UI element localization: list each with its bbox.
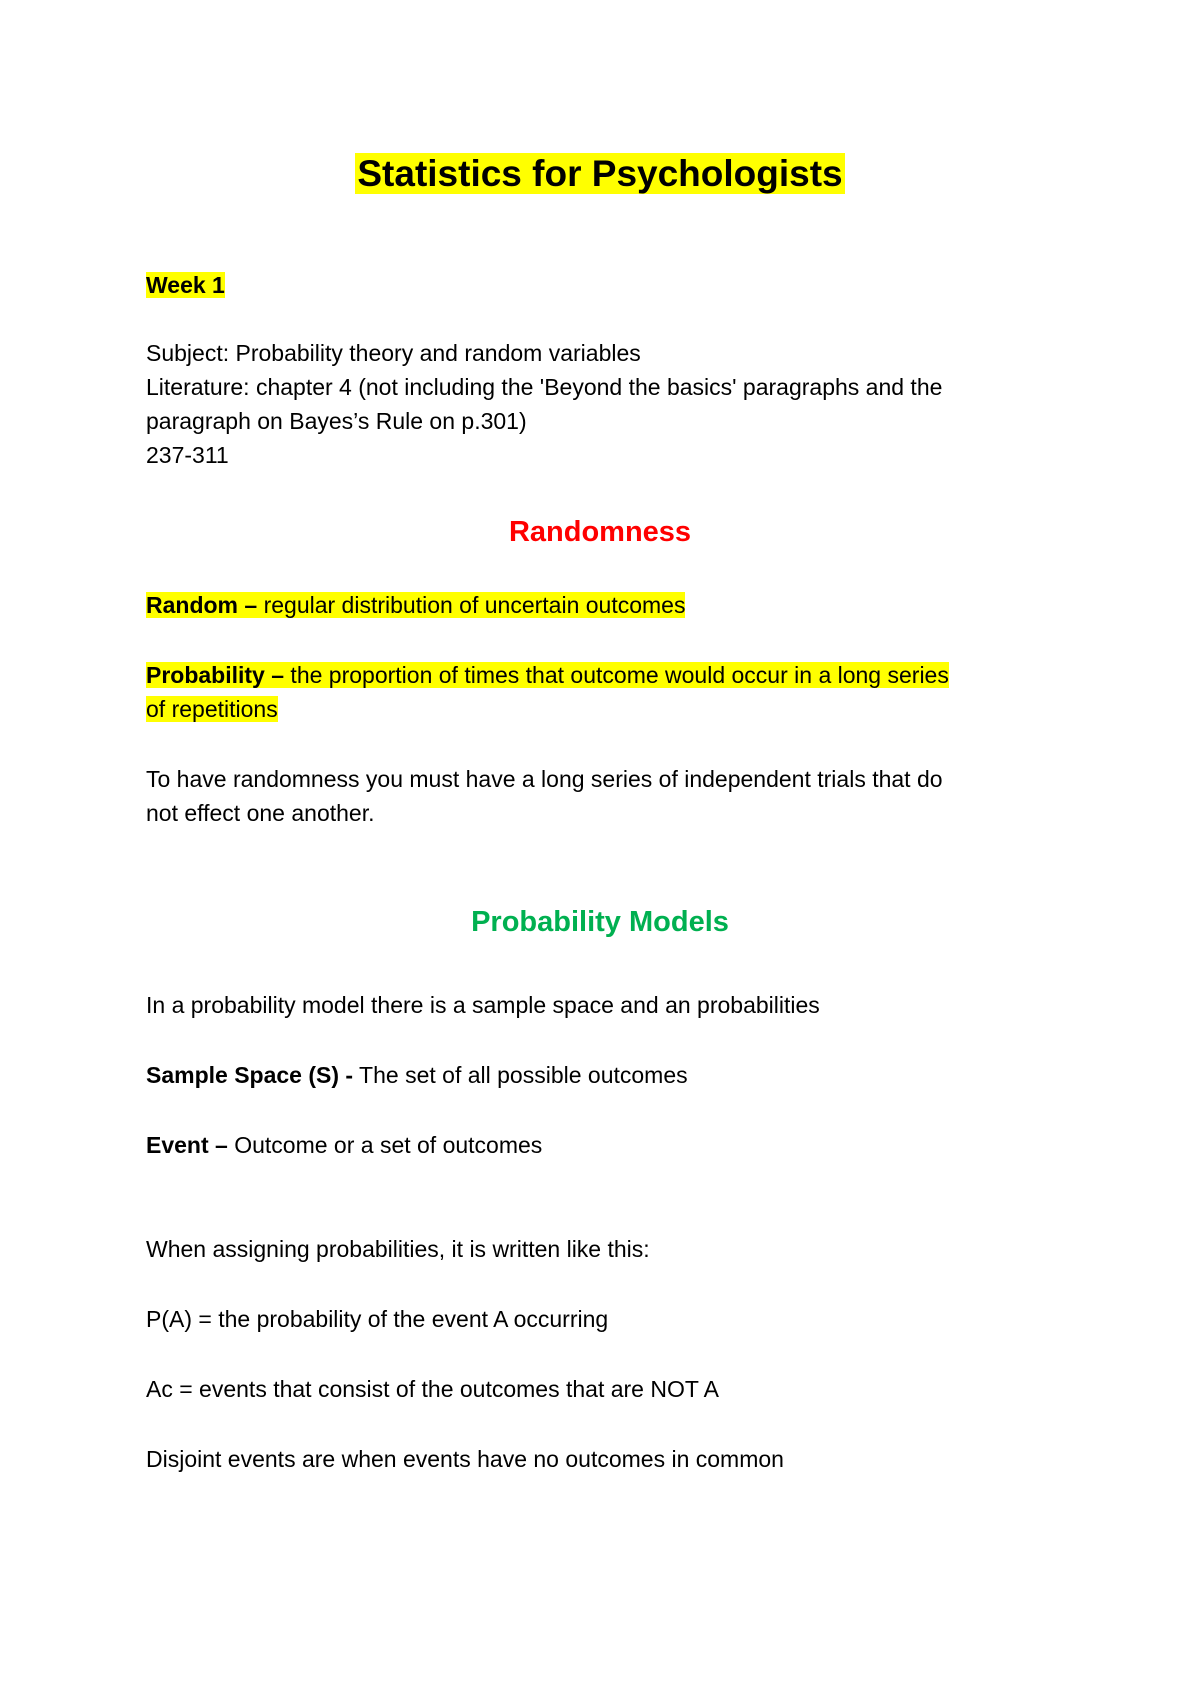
probability-models-heading: Probability Models [471, 906, 729, 938]
event-definition [146, 1128, 542, 1162]
event-def: Outcome or a set of outcomes [227, 1132, 543, 1158]
pa-line: P(A) = the probability of the event A occurring [146, 1306, 609, 1332]
week-label-text: Week 1 [146, 272, 225, 298]
sample-space-term: Sample Space (S) - [146, 1062, 354, 1088]
random-def: regular distribution of uncertain outcomes [257, 592, 686, 618]
subject-line: Subject: Probability theory and random variables [146, 340, 641, 366]
probability-definition-line-2 [146, 692, 278, 726]
literature-line-1: Literature: chapter 4 (not including the 'Beyond the basics' paragraphs and the [146, 374, 943, 400]
literature-line-2: paragraph on Bayes’s Rule on p.301) [146, 408, 527, 434]
probability-term: Probability – [146, 662, 285, 688]
randomness-heading: Randomness [508, 516, 692, 548]
random-definition [146, 588, 685, 622]
assigning-line: When assigning probabilities, it is written like this: [146, 1236, 650, 1262]
randomness-note-line-1: To have randomness you must have a long series of independent trials that do [146, 766, 943, 792]
week-label [146, 268, 225, 302]
ac-line: Ac = events that consist of the outcomes that are NOT A [146, 1376, 719, 1402]
randomness-note-line-2: not effect one another. [146, 800, 375, 826]
disjoint-line: Disjoint events are when events have no outcomes in common [146, 1446, 784, 1472]
models-intro: In a probability model there is a sample space and an probabilities [146, 992, 820, 1018]
event-term: Event – [146, 1132, 228, 1158]
probability-def-2: of repetitions [146, 696, 278, 722]
page-range: 237-311 [146, 442, 229, 468]
probability-def-1: the proportion of times that outcome would occur in a long series [284, 662, 949, 688]
document-title [0, 148, 1200, 200]
random-term: Random – [146, 592, 258, 618]
sample-space-definition [146, 1058, 688, 1092]
sample-space-def: The set of all possible outcomes [353, 1062, 688, 1088]
document-title-text: Statistics for Psychologists [357, 153, 843, 194]
probability-definition-line-1 [146, 658, 949, 692]
